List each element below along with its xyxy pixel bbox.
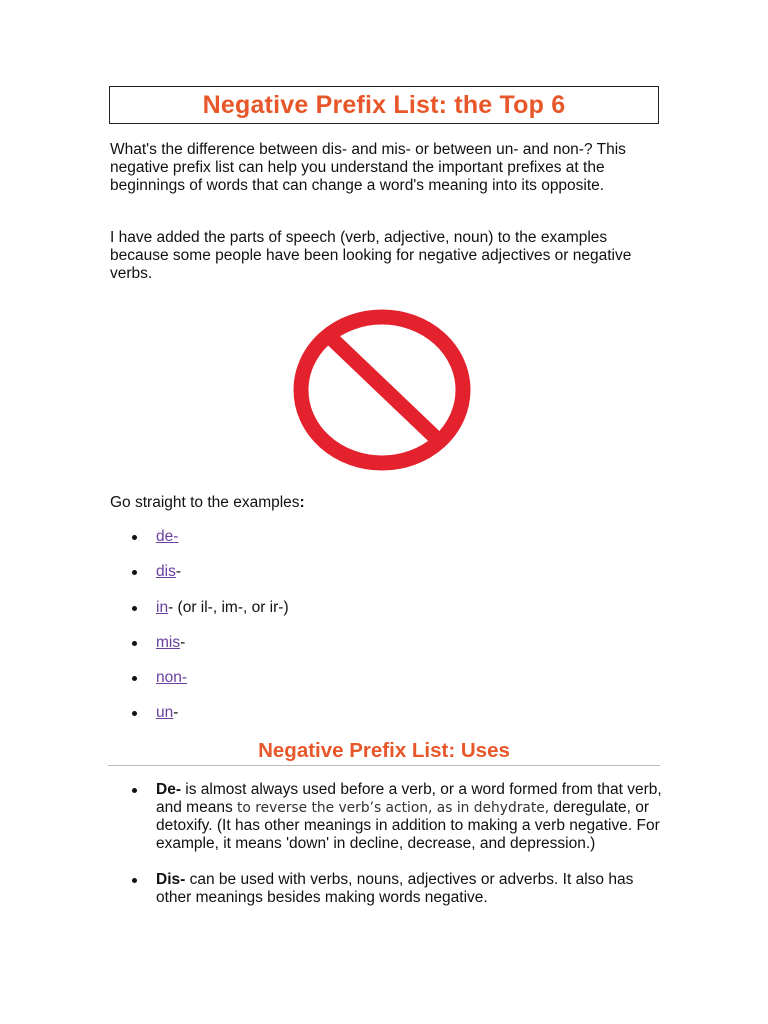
intro-paragraph-2: I have added the parts of speech (verb, adjective, noun) to the examples because some people have been looking for negative adjectives or negative verbs. (110, 229, 632, 282)
prohibition-sign-icon (292, 309, 472, 471)
bullet-icon (132, 788, 137, 793)
list-item (110, 704, 289, 739)
prefix-suffix: - (175, 563, 181, 581)
bullet-icon (132, 535, 137, 540)
use-text: can be used with verbs, nouns, adjectives or adverbs. It also has other meanings besides making words negative. (156, 871, 634, 906)
title-box (109, 86, 659, 124)
prefix-link-mis[interactable]: mis (156, 633, 181, 651)
go-straight-text (110, 494, 305, 512)
prefix-link-dis[interactable]: dis (156, 563, 176, 581)
list-item (110, 634, 289, 669)
prefix-link-in[interactable]: in (156, 598, 169, 616)
page-title: Negative Prefix List: the Top 6 (202, 90, 566, 119)
bullet-icon (132, 641, 137, 646)
divider (108, 765, 660, 766)
go-straight-label: Go straight to the examples (110, 494, 300, 511)
prefix-link-non[interactable]: non- (156, 669, 188, 687)
go-straight-colon: : (299, 494, 305, 511)
prefix-suffix: - (173, 704, 179, 722)
list-item (110, 599, 289, 634)
list-item (110, 563, 289, 598)
bullet-icon (132, 878, 137, 883)
use-text: is almost always used before a verb, or a word formed from that verb, and means (156, 781, 662, 816)
bullet-icon (132, 606, 137, 611)
use-term-dis: Dis- (156, 871, 186, 888)
bullet-icon (132, 676, 137, 681)
list-item (110, 871, 662, 907)
intro-paragraph-1: What's the difference between dis- and mis- or between un- and non-? This negative prefix list can help you understand the important prefixes at the beginnings of words that can change a word's meaning into its opposite. (110, 141, 626, 194)
use-term-de: De- (156, 781, 181, 798)
use-text-quoted: to reverse the verb’s action, as in dehydrate, (237, 800, 550, 816)
list-item (110, 528, 289, 563)
uses-heading: Negative Prefix List: Uses (258, 739, 510, 762)
prefix-suffix: - (or il-, im-, or ir-) (168, 598, 289, 616)
prefix-link-de[interactable]: de- (156, 528, 179, 545)
list-item (110, 669, 289, 704)
uses-list (110, 781, 662, 925)
list-item (110, 781, 662, 853)
prefix-suffix: - (180, 633, 186, 651)
use-text: deregulate, or detoxify. (It has other meanings in addition to making a verb negative. For example, it means 'down' in decline, decrease, and depression.) (156, 799, 660, 852)
prefix-link-list (110, 528, 289, 740)
bullet-icon (132, 711, 137, 716)
prefix-link-un[interactable]: un (156, 704, 174, 722)
bullet-icon (132, 570, 137, 575)
